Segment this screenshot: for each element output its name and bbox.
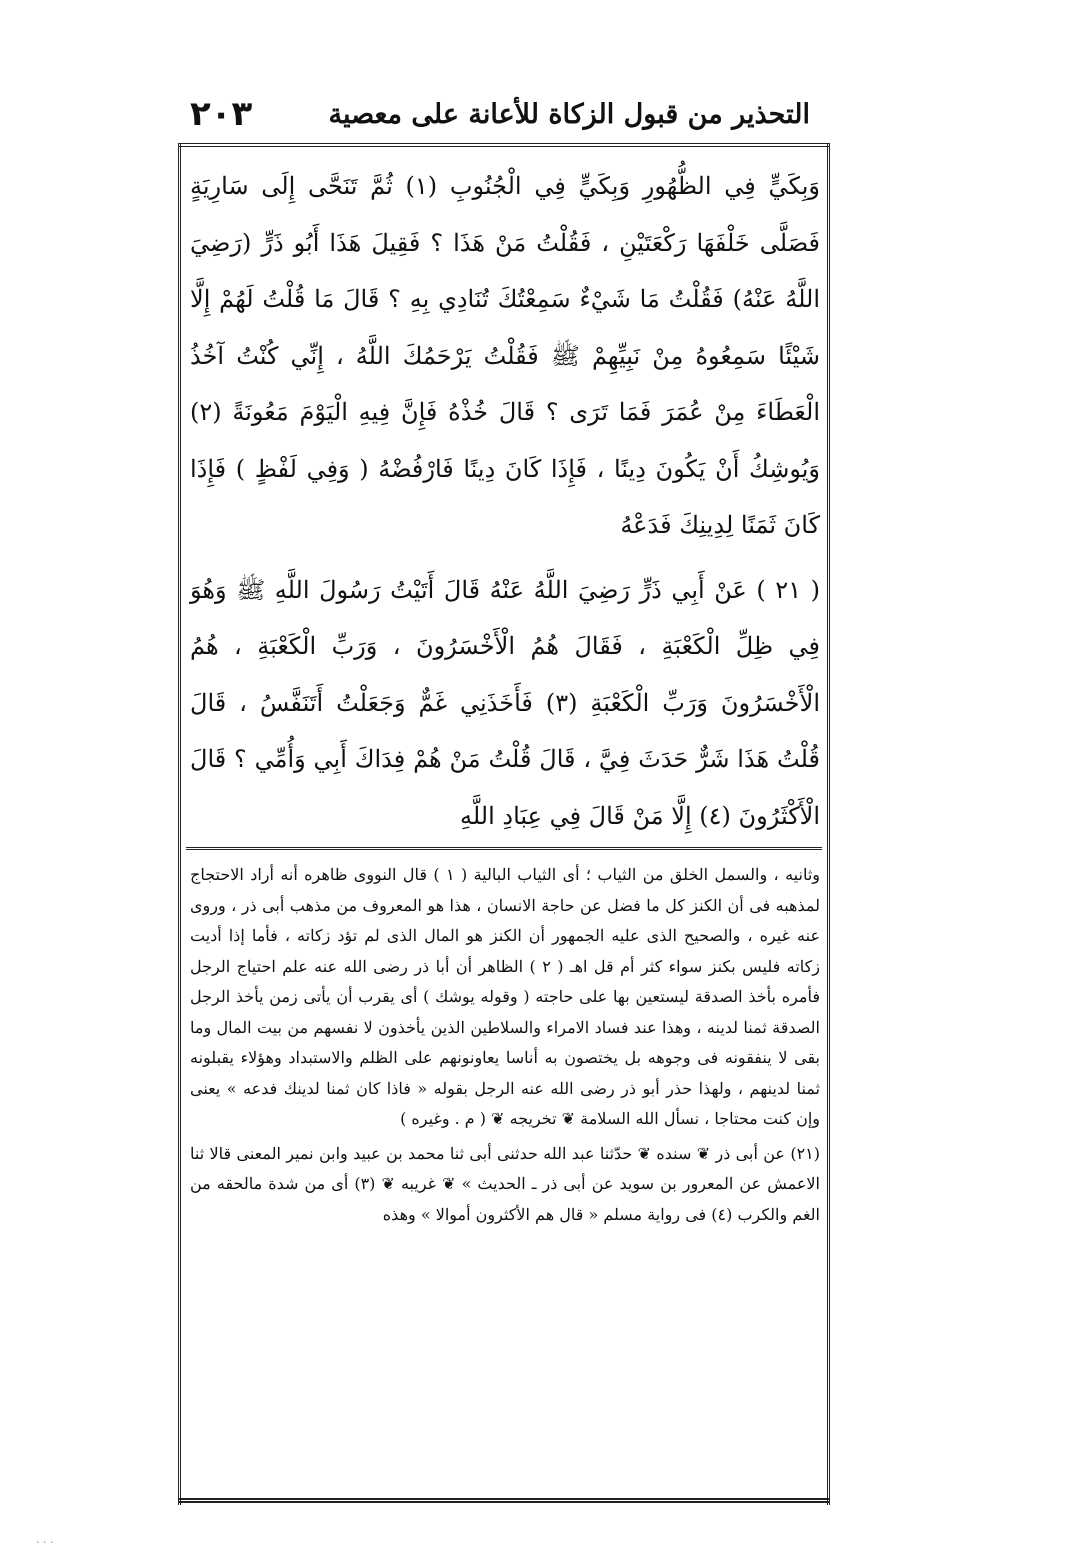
main-paragraph-1: وَبِكَيٍّ فِي الظُّهُورِ وَبِكَيٍّ فِي الْجُنُوبِ (١) ثُمَّ تَنَحَّى إِلَى سَارِيَةٍ فَصَلَّى خَلْفَهَا رَكْعَتَيْنِ ، فَقُلْتُ مَنْ هَذَا ؟ فَقِيلَ هَذَا أَبُو ذَرٍّ (رَضِيَ اللَّهُ عَنْهُ) فَقُلْتُ مَا شَيْءٌ سَمِعْتُكَ تُنَادِي بِهِ ؟ قَالَ مَا قُلْتُ لَهُمْ إِلَّا شَيْئًا سَمِعُوهُ مِنْ نَبِيِّهِمْ ﷺ فَقُلْتُ يَرْحَمُكَ اللَّهُ ، إِنِّي كُنْتُ آخُذُ الْعَطَاءَ مِنْ عُمَرَ فَمَا تَرَى ؟ قَالَ خُذْهُ فَإِنَّ فِيهِ الْيَوْمَ مَعُونَةً (٢) وَيُوشِكُ أَنْ يَكُونَ دِينًا ، فَإِذَا كَانَ دِينًا فَارْفُضْهُ ( وَفِي لَفْظٍ ) فَإِذَا كَانَ ثَمَنًا لِدِينِكَ فَدَعْهُ [190,172,820,539]
footnote-divider [186,847,822,850]
top-rule [178,143,830,147]
main-text [190,158,820,844]
note-2: (٢١) عن أبى ذر ❦ سنده ❦ حدّثنا عبد الله حدثنى أبى ثنا محمد بن عبيد وابن نمير المعنى قالا ثنا الاعمش عن المعرور بن سويد عن أبى ذر ـ الحديث » ❦ غريبه ❦ (٣) أى من شدة مالحقه من الغم والكرب (٤) فى رواية مسلم « قال هم الأكثرون أموالا » وهذه [190,1143,820,1224]
bottom-rule [178,1498,830,1503]
scan-marks: · · · [36,1536,54,1549]
main-paragraph-2: ( ٢١ ) عَنْ أَبِي ذَرٍّ رَضِيَ اللَّهُ عَنْهُ قَالَ أَتَيْتُ رَسُولَ اللَّهِ ﷺ وَهُوَ فِي ظِلِّ الْكَعْبَةِ ، فَقَالَ هُمُ الْأَخْسَرُونَ ، وَرَبِّ الْكَعْبَةِ ، هُمُ الْأَخْسَرُونَ وَرَبِّ الْكَعْبَةِ (٣) فَأَخَذَنِي غَمٌّ وَجَعَلْتُ أَتَنَفَّسُ ، قَالَ قُلْتُ هَذَا شَرٌّ حَدَثَ فِيَّ ، قَالَ قُلْتُ مَنْ هُمْ فِدَاكَ أَبِي وَأُمِّي ؟ قَالَ الْأَكْثَرُونَ (٤) إِلَّا مَنْ قَالَ فِي عِبَادِ اللَّهِ [190,575,820,830]
note-1: وثانيه ، والسمل الخلق من الثياب ؛ أى الثياب البالية ( ١ ) قال النووى ظاهره أنه أراد الاحتجاج لمذهبه فى أن الكنز كل ما فضل عن حاجة الانسان ، هذا هو المعروف من مذهب أبى ذر ، وروى عنه غيره ، والصحيح الذى عليه الجمهور أن الكنز هو المال الذى لم تؤد زكاته ، فأما إذا أديت زكاته فليس بكنز سواء كثر أم قل اهـ ( ٢ ) الظاهر أن أبا ذر رضى الله عنه علم احتياج الرجل فأمره بأخذ الصدقة ليستعين بها على حاجته ( وقوله يوشك ) أى يقرب أن يأتى زمن يأخذ الرجل الصدقة ثمنا لدينه ، وهذا عند فساد الامراء والسلاطين الذين يأخذون لا نفسهم من بيت المال وما بقى لا ينفقونه فى وجوهه بل يختصون به أناسا يعاونونهم على الظلم والاستبداد وهؤلاء يقبلونه ثمنا لدينهم ، ولهذا حذر أبو ذر رضى الله عنه الرجل بقوله « فاذا كان ثمنا لدينك فدعه » يعنى وإن كنت محتاجا ، نسأل الله السلامة ❦ تخريجه ❦ ( م . وغيره ) [190,865,821,1128]
page-number: ٢٠٣ [190,94,253,134]
running-title: التحذير من قبول الزكاة للأعانة على معصية [328,98,810,130]
commentary-notes [190,860,820,1230]
page-header [190,88,810,140]
